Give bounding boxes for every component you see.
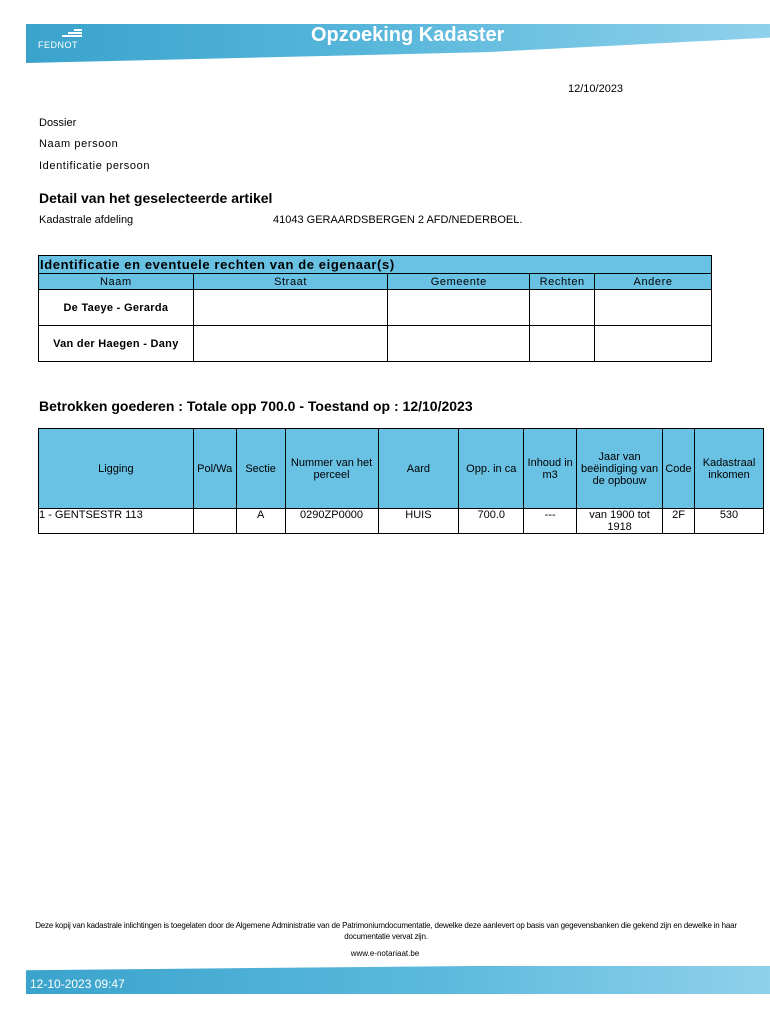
goods-ligging: 1 - GENTSESTR 113 <box>39 509 194 534</box>
owner-gemeente <box>388 290 530 326</box>
owner-rechten <box>530 326 595 362</box>
kadastrale-afdeling-value: 41043 GERAARDSBERGEN 2 AFD/NEDERBOEL. <box>273 214 523 226</box>
col-header-inhoud: Inhoud in m3 <box>524 429 577 509</box>
footer-timestamp: 12-10-2023 09:47 <box>30 977 125 991</box>
owner-row <box>39 290 712 326</box>
naam-persoon-label: Naam persoon <box>39 138 119 150</box>
goods-inkomen: 530 <box>694 509 763 534</box>
goods-row <box>39 509 764 534</box>
page-title: Opzoeking Kadaster <box>311 24 505 46</box>
owner-row <box>39 326 712 362</box>
logo-text: FEDNOT <box>38 40 78 50</box>
col-header-gemeente: Gemeente <box>388 274 530 290</box>
logo-mark-icon <box>62 29 82 37</box>
goods-jaar: van 1900 tot 1918 <box>577 509 663 534</box>
goods-code: 2F <box>663 509 695 534</box>
kadastrale-afdeling-label: Kadastrale afdeling <box>39 214 134 226</box>
col-header-naam: Naam <box>39 274 194 290</box>
owner-andere <box>595 326 712 362</box>
col-header-rechten: Rechten <box>530 274 595 290</box>
col-header-inkomen: Kadastraal inkomen <box>694 429 763 509</box>
goods-opp: 700.0 <box>459 509 524 534</box>
col-header-polwa: Pol/Wa <box>193 429 236 509</box>
document-date: 12/10/2023 <box>568 83 624 95</box>
col-header-code: Code <box>663 429 695 509</box>
dossier-label: Dossier <box>39 117 77 129</box>
col-header-andere: Andere <box>595 274 712 290</box>
col-header-nummer: Nummer van het perceel <box>285 429 378 509</box>
col-header-sectie: Sectie <box>236 429 285 509</box>
website-link[interactable]: www.e-notariaat.be <box>350 949 420 958</box>
owner-andere <box>595 290 712 326</box>
owner-gemeente <box>388 326 530 362</box>
goods-nummer: 0290ZP0000 <box>285 509 378 534</box>
goods-table <box>38 428 764 534</box>
detail-section-title: Detail van het geselecteerde artikel <box>39 190 273 206</box>
col-header-straat: Straat <box>193 274 388 290</box>
goods-inhoud: --- <box>524 509 577 534</box>
owner-rechten <box>530 290 595 326</box>
col-header-jaar: Jaar van beëindiging van de opbouw <box>577 429 663 509</box>
goods-aard: HUIS <box>378 509 459 534</box>
goods-sectie: A <box>236 509 285 534</box>
disclaimer-text: Deze kopij van kadastrale inlichtingen is toegelaten door de Algemene Administratie van de Patrimoniumdocumentatie, dewelke deze aanlevert op basis van gegevensbanken die gekend zijn en dewelke in haar documentatie vervat zijn. <box>35 921 737 941</box>
fednot-logo <box>38 29 108 51</box>
owners-header-row <box>39 274 712 290</box>
col-header-opp: Opp. in ca <box>459 429 524 509</box>
goods-section-title: Betrokken goederen : Totale opp 700.0 - Toestand op : 12/10/2023 <box>39 398 473 414</box>
owner-straat <box>193 290 388 326</box>
owner-name: Van der Haegen - Dany <box>39 326 194 362</box>
identificatie-persoon-label: Identificatie persoon <box>39 160 151 172</box>
owners-table <box>38 255 712 362</box>
col-header-ligging: Ligging <box>39 429 194 509</box>
col-header-aard: Aard <box>378 429 459 509</box>
owner-straat <box>193 326 388 362</box>
owner-name: De Taeye - Gerarda <box>39 290 194 326</box>
goods-polwa <box>193 509 236 534</box>
footer-bar <box>26 966 770 994</box>
goods-header-row <box>39 429 764 509</box>
owners-table-caption: Identificatie en eventuele rechten van de eigenaar(s) <box>39 256 712 274</box>
